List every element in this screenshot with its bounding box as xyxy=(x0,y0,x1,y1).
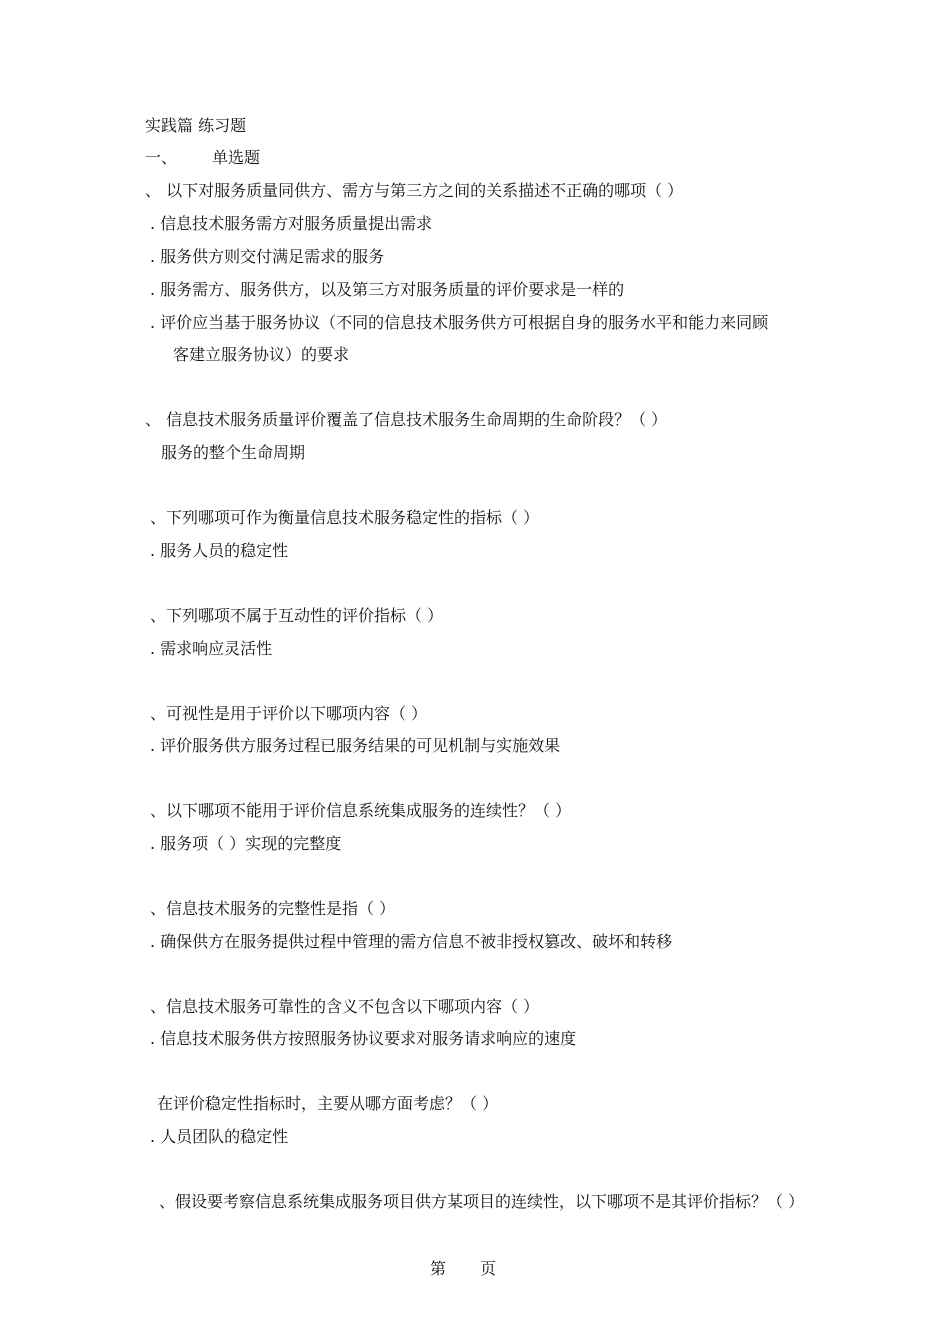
question-option: . 服务需方、服务供方，以及第三方对服务质量的评价要求是一样的 xyxy=(150,280,625,299)
question-option: . 人员团队的稳定性 xyxy=(150,1127,289,1146)
section-label: 单选题 xyxy=(212,148,261,167)
question-stem: 、可视性是用于评价以下哪项内容（ ） xyxy=(150,704,428,723)
question-option: . 评价服务供方服务过程已服务结果的可见机制与实施效果 xyxy=(150,736,561,755)
question-stem: 、 以下对服务质量同供方、需方与第三方之间的关系描述不正确的哪项（ ） xyxy=(145,181,684,200)
question-option: . 服务人员的稳定性 xyxy=(150,541,289,560)
question-option: . 服务项（ ）实现的完整度 xyxy=(150,834,342,853)
question-stem: 、信息技术服务的完整性是指（ ） xyxy=(150,899,396,918)
question-stem: 、假设要考察信息系统集成服务项目供方某项目的连续性，以下哪项不是其评价指标？（ ） xyxy=(159,1192,805,1211)
question-stem: 、以下哪项不能用于评价信息系统集成服务的连续性？（ ） xyxy=(150,801,572,820)
question-stem: 、 信息技术服务质量评价覆盖了信息技术服务生命周期的生命阶段？（ ） xyxy=(145,410,668,429)
question-stem: 、下列哪项可作为衡量信息技术服务稳定性的指标（ ） xyxy=(150,508,540,527)
question-stem: 在评价稳定性指标时，主要从哪方面考虑？（ ） xyxy=(157,1094,499,1113)
question-option: . 信息技术服务供方按照服务协议要求对服务请求响应的速度 xyxy=(150,1029,577,1048)
question-stem: 、信息技术服务可靠性的含义不包含以下哪项内容（ ） xyxy=(150,997,540,1016)
section-heading xyxy=(145,148,261,168)
question-option: . 需求响应灵活性 xyxy=(150,639,273,658)
question-stem: 、下列哪项不属于互动性的评价指标（ ） xyxy=(150,606,444,625)
question-option: . 信息技术服务需方对服务质量提出需求 xyxy=(150,214,433,233)
page-footer xyxy=(430,1259,496,1279)
question-option-continuation: 客建立服务协议）的要求 xyxy=(173,345,350,364)
question-option: . 评价应当基于服务协议（不同的信息技术服务供方可根据自身的服务水平和能力来同顾 xyxy=(150,313,769,332)
question-option: . 服务供方则交付满足需求的服务 xyxy=(150,247,385,266)
document-title: 实践篇 练习题 xyxy=(145,116,247,135)
page-label-suffix: 页 xyxy=(480,1259,497,1278)
page-label-prefix: 第 xyxy=(430,1259,447,1278)
section-marker: 一、 xyxy=(145,148,178,167)
question-option: . 确保供方在服务提供过程中管理的需方信息不被非授权篡改、破坏和转移 xyxy=(150,932,673,951)
question-option: 服务的整个生命周期 xyxy=(161,443,306,462)
